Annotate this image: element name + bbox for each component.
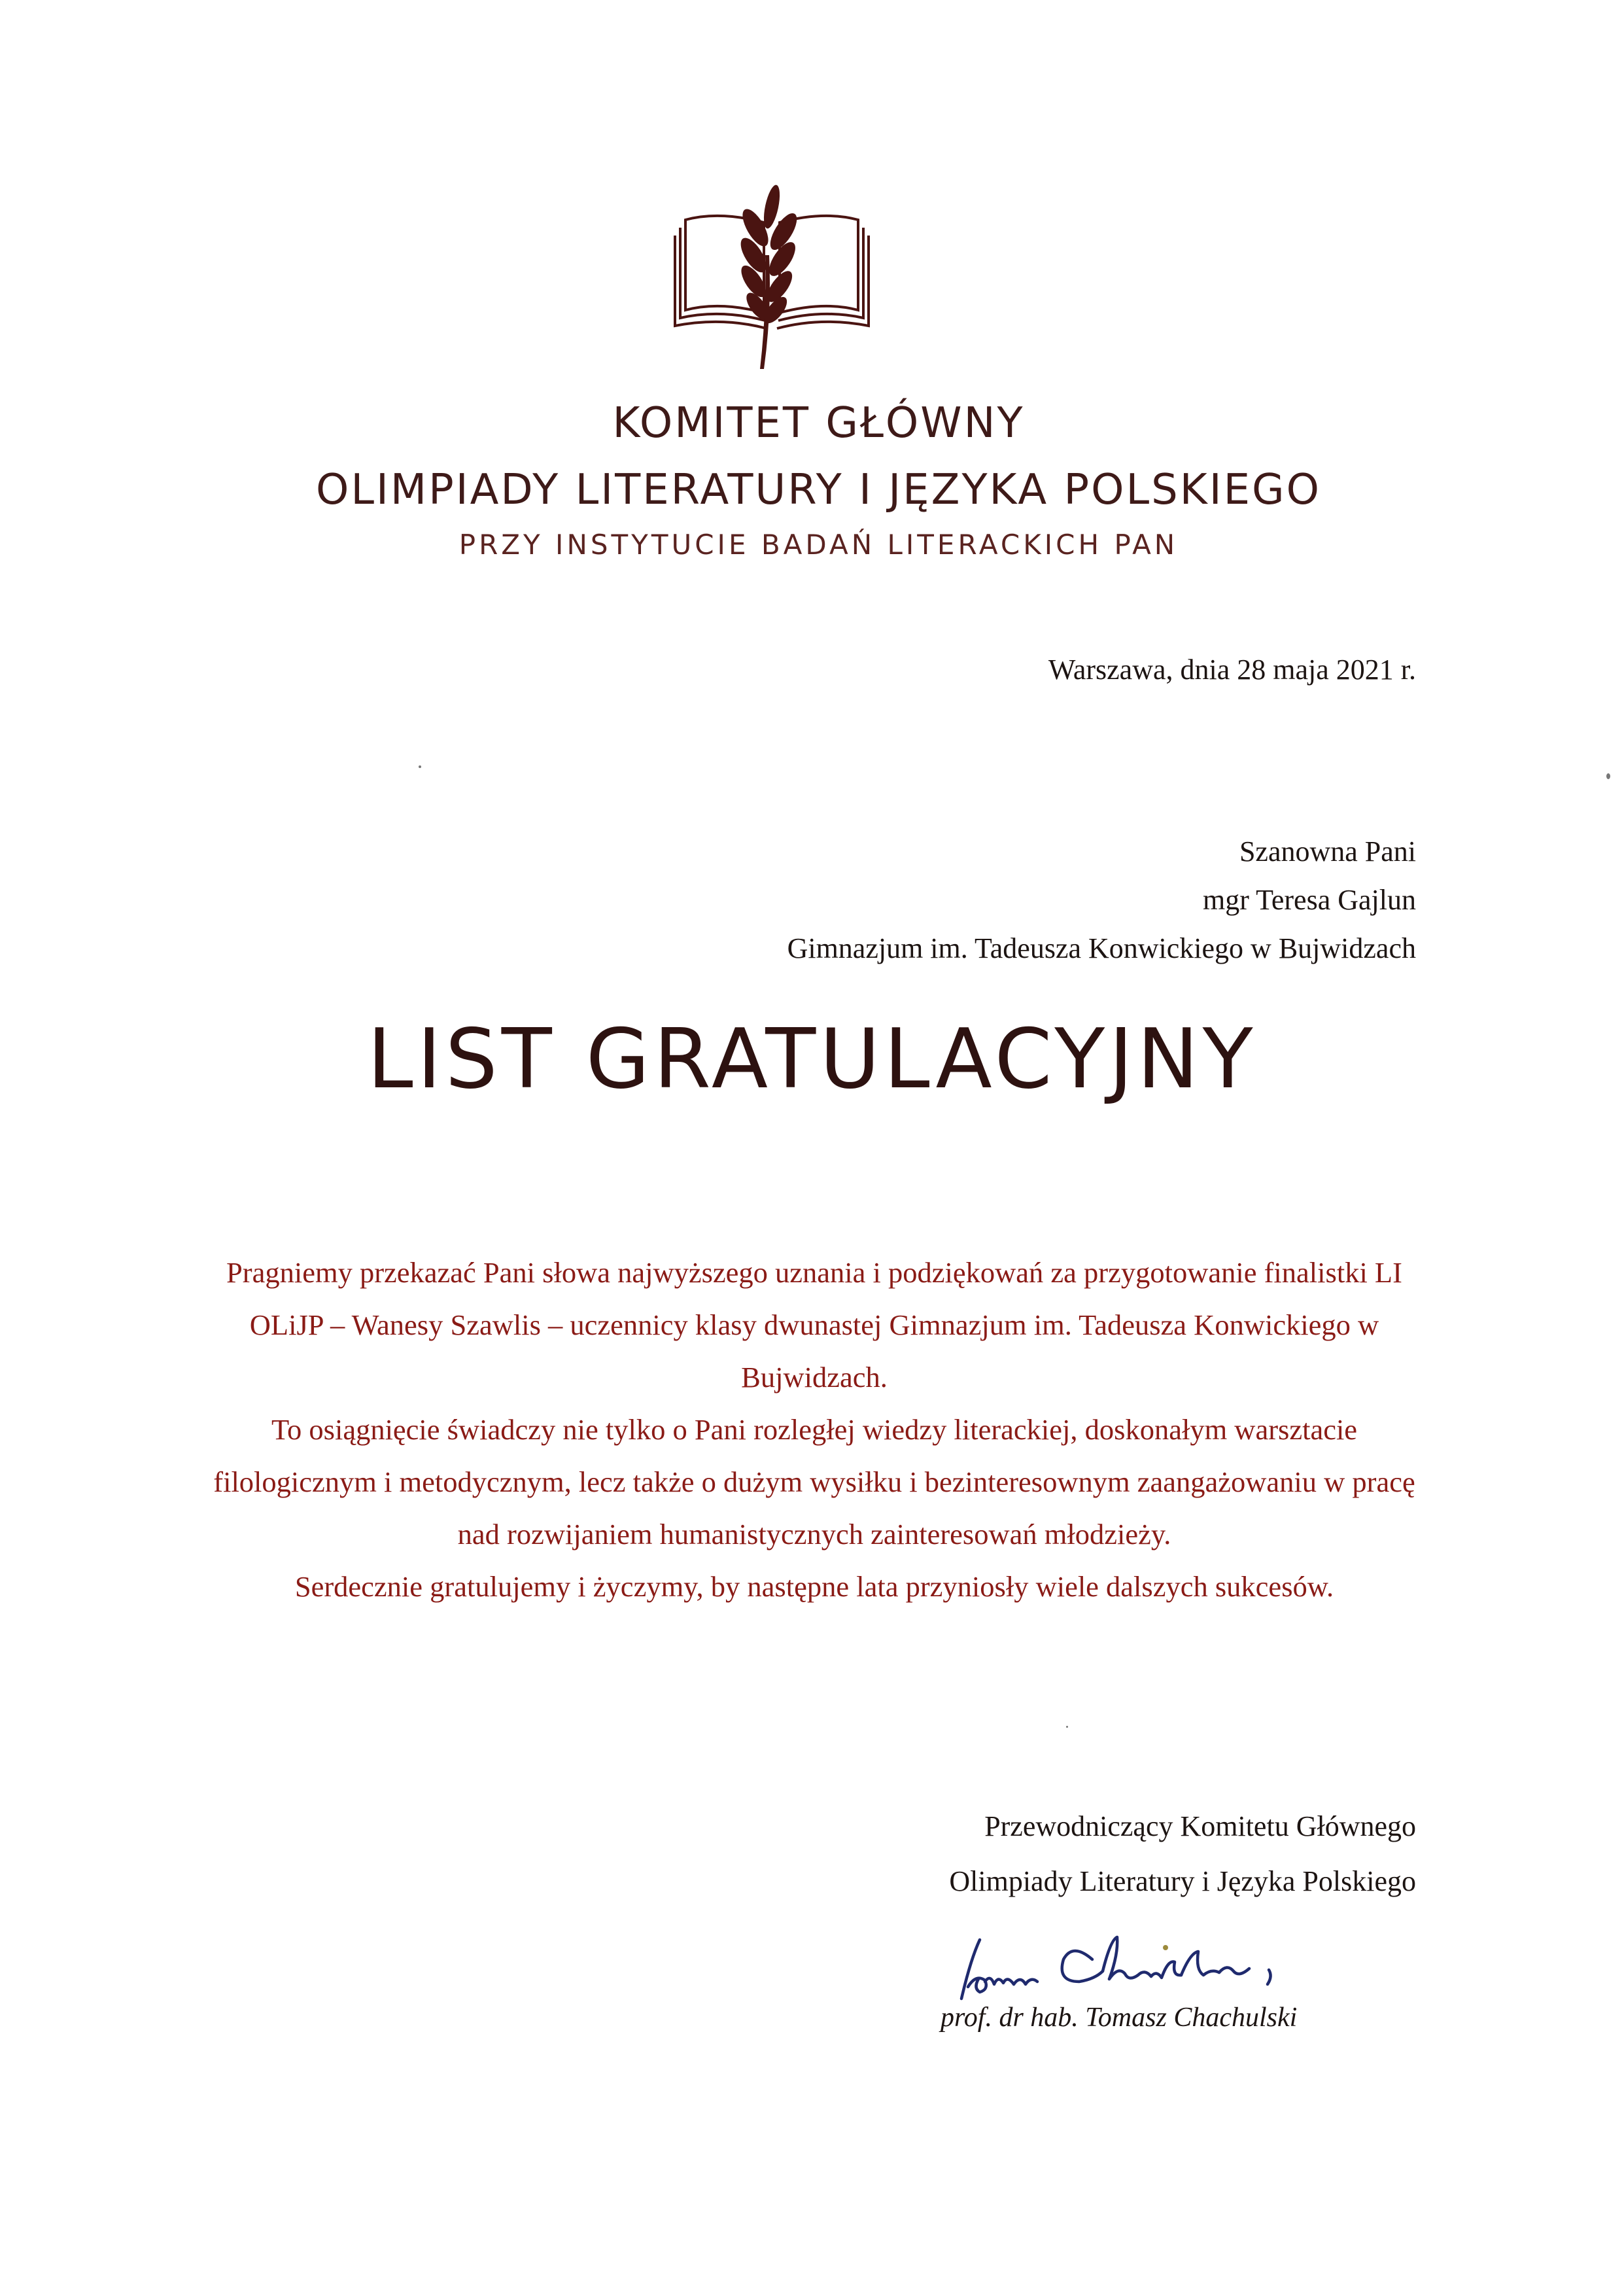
letter-date: Warszawa, dnia 28 maja 2021 r. xyxy=(1048,654,1416,686)
scan-speck xyxy=(419,765,421,768)
signer-name: prof. dr hab. Tomasz Chachulski xyxy=(941,2003,1298,2033)
wheat-ear-over-open-book-icon xyxy=(674,182,870,372)
scan-speck xyxy=(1606,773,1610,779)
scan-speck xyxy=(1066,1726,1068,1728)
signatory-role-line-2: Olimpiady Literatury i Języka Polskiego xyxy=(949,1865,1416,1897)
signatory-role-block xyxy=(949,1799,1416,1909)
letter-body xyxy=(196,1246,1432,1613)
body-paragraph-3: Serdecznie gratulujemy i życzymy, by następne lata przyniosły wiele dalszych sukcesów. xyxy=(294,1570,1334,1603)
document-title: LIST GRATULACYJNY xyxy=(367,1011,1257,1107)
body-paragraph-2: To osiągnięcie świadczy nie tylko o Pani rozległej wiedzy literackiej, doskonałym warsztacie filologicznym i metodycznym, lecz także o dużym wysiłku i bezinteresownym zaangażowaniu w pracę nad rozwijaniem humanistycznych zainteresowań młodzieży. xyxy=(213,1413,1415,1550)
body-paragraph-1: Pragniemy przekazać Pani słowa najwyższego uznania i podziękowań za przygotowanie finalistki LI OLiJP – Wanesy Szawlis – uczennicy klasy dwunastej Gimnazjum im. Tadeusza Konwickiego w Bujwidzach. xyxy=(226,1256,1402,1393)
signatory-role-line-1: Przewodniczący Komitetu Głównego xyxy=(984,1810,1416,1842)
org-affiliation: PRZY INSTYTUCIE BADAŃ LITERACKICH PAN xyxy=(458,529,1179,561)
recipient-name: mgr Teresa Gajlun xyxy=(1202,884,1416,916)
org-name-line-1: KOMITET GŁÓWNY xyxy=(612,399,1025,447)
org-name-line-2: OLIMPIADY LITERATURY I JĘZYKA POLSKIEGO xyxy=(315,466,1322,514)
recipient-school: Gimnazjum im. Tadeusza Konwickiego w Bujwidzach xyxy=(787,932,1416,964)
addressee-block xyxy=(787,828,1416,973)
salutation: Szanowna Pani xyxy=(1239,835,1416,867)
